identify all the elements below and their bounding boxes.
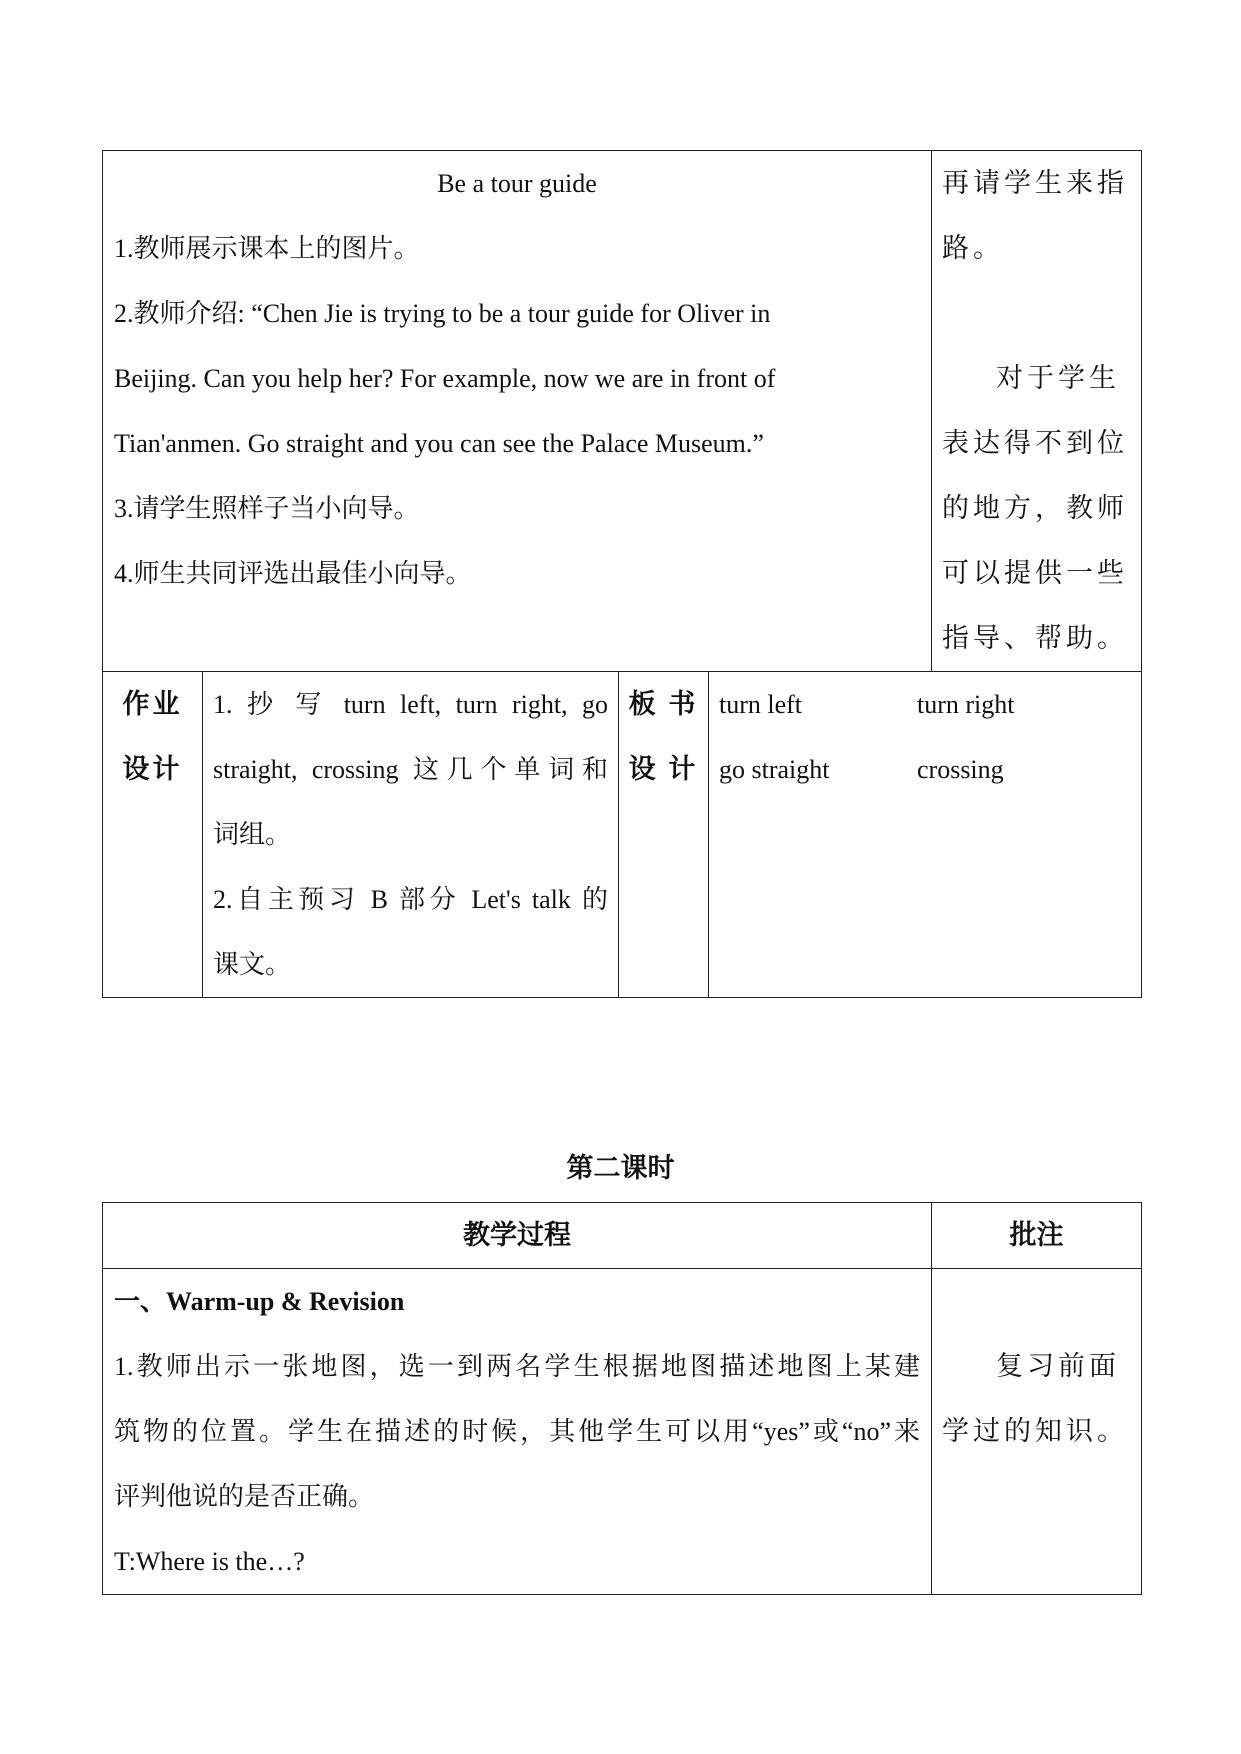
header-row	[103, 1203, 1142, 1269]
annotation-line: 可以提供一些	[942, 558, 1128, 588]
lesson-plan-table-1	[102, 150, 1142, 998]
blackboard-label-cell	[619, 672, 709, 998]
warmup-row	[103, 1269, 1142, 1595]
annotation-cell	[932, 151, 1142, 672]
activity-step: Beijing. Can you help her? For example, now we are in front of	[114, 364, 776, 393]
activity-step: Tian'anmen. Go straight and you can see the Palace Museum.”	[114, 429, 764, 458]
blackboard-phrase: turn left	[719, 690, 803, 719]
blackboard-phrase: go straight	[719, 755, 830, 784]
homework-blackboard-row	[103, 672, 1142, 998]
activity-cell	[103, 151, 932, 672]
activity-step: 1.教师展示课本上的图片。	[114, 234, 420, 263]
annotation-line: 指导、帮助。	[942, 623, 1128, 653]
annotation-line: 的地方，教师	[942, 493, 1128, 523]
annotation-line: 复习前面	[996, 1351, 1120, 1381]
activity-step: 3.请学生照样子当小向导。	[114, 494, 420, 523]
activity-title: Be a tour guide	[437, 169, 597, 198]
header-notes: 批注	[932, 1203, 1142, 1269]
blackboard-content-cell	[709, 672, 1142, 998]
annotation-line: 对于学生	[996, 363, 1120, 393]
homework-label: 作业	[122, 689, 183, 719]
annotation-line: 再请学生来指	[942, 168, 1128, 198]
warmup-cell	[103, 1269, 932, 1595]
homework-line: 2.自主预习 B 部分 Let's talk 的	[213, 885, 608, 914]
warmup-annotation-cell	[932, 1269, 1142, 1595]
header-process: 教学过程	[103, 1203, 932, 1269]
annotation-line: 学过的知识。	[942, 1416, 1128, 1446]
lesson-plan-table-2	[102, 1202, 1142, 1595]
warmup-line: 1.教师出示一张地图，选一到两名学生根据地图描述地图上某建	[114, 1352, 920, 1381]
warmup-line: 评判他说的是否正确。	[114, 1482, 375, 1511]
homework-label: 设计	[122, 754, 183, 784]
blackboard-phrase: turn right	[917, 690, 1015, 719]
homework-line: straight, crossing 这几个单词和	[213, 755, 608, 784]
annotation-line: 表达得不到位	[942, 428, 1128, 458]
homework-label-cell	[103, 672, 203, 998]
annotation-line: 路。	[942, 233, 1004, 263]
homework-line: 1. 抄 写 turn left, turn right, go	[213, 690, 608, 719]
homework-content-cell	[203, 672, 619, 998]
activity-step: 2.教师介绍: “Chen Jie is trying to be a tour guide for Oliver in	[114, 299, 771, 328]
activity-row	[103, 151, 1142, 672]
blank-line	[942, 1269, 1131, 1334]
section-title: 第二课时	[566, 1153, 675, 1183]
blackboard-row	[719, 672, 1131, 737]
blackboard-label: 板 书	[628, 689, 699, 719]
annotation-line	[942, 281, 1131, 346]
blackboard-phrase: crossing	[917, 755, 1004, 784]
blackboard-row	[719, 737, 1131, 802]
homework-line: 词组。	[213, 820, 292, 849]
blank-line	[114, 606, 920, 671]
homework-line: 课文。	[213, 950, 292, 979]
activity-step: 4.师生共同评选出最佳小向导。	[114, 559, 472, 588]
blackboard-label: 设 计	[628, 754, 699, 784]
warmup-line: T:Where is the…?	[114, 1547, 305, 1576]
warmup-heading: 一、Warm-up & Revision	[114, 1287, 405, 1316]
warmup-line: 筑物的位置。学生在描述的时候，其他学生可以用“yes”或“no”来	[114, 1417, 920, 1446]
